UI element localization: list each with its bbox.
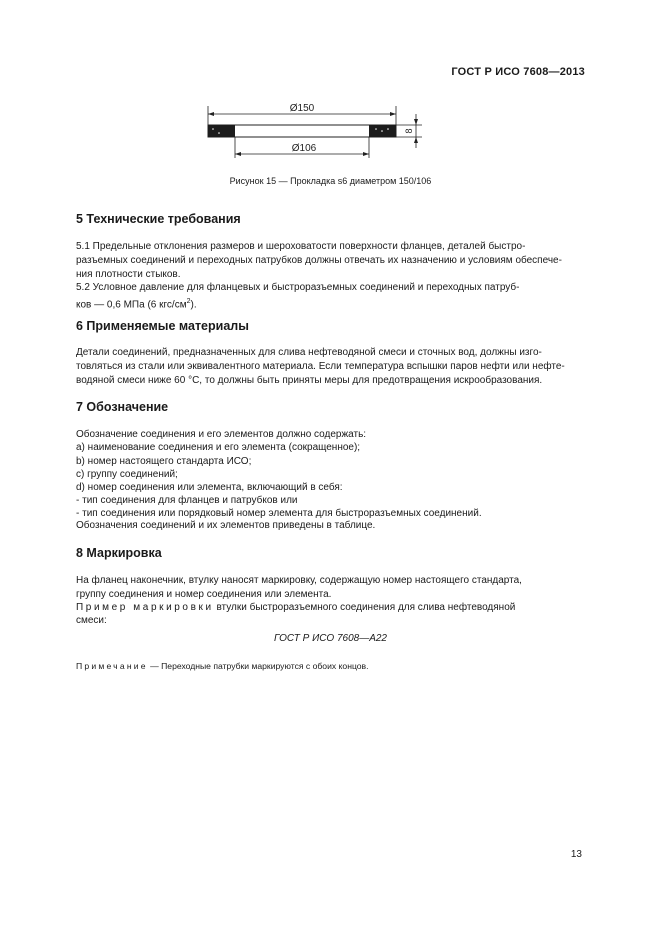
dimension-outer-label: Ø150 — [289, 103, 315, 114]
arrow-left-outer — [208, 112, 214, 116]
section-5-2-line-2: ков — 0,6 МПа (6 кгс/$см^2$). — [76, 298, 197, 311]
section-5-1-line-1: 5.1 Предельные отклонения размеров и шероховатости поверхности фланцев, деталей быстро- — [76, 241, 526, 252]
section-5-1-line-3: ния плотности стыков. — [76, 269, 181, 280]
section-7-title: 7 Обозначение — [76, 400, 169, 414]
page-number: 13 — [570, 849, 582, 860]
document-code-header: ГОСТ Р ИСО 7608—2013 — [451, 66, 585, 78]
section-6-title: 6 Применяемые материалы — [76, 319, 249, 333]
section-7-item-c: с) группу соединений; — [76, 469, 178, 480]
section-7-subitem-1: - тип соединения для фланцев и патрубков или — [76, 495, 298, 506]
section-7-line: Обозначение соединения и его элементов должно содержать: — [76, 429, 367, 440]
section-5-2-line-1: 5.2 Условное давление для фланцевых и быстроразъемных соединений и переходных патруб- — [76, 282, 520, 293]
section-5-1-line-2: разъемных соединений и переходных патрубков должны отвечать их назначению и условиям обеспече- — [76, 255, 562, 266]
section-8-example-line: Пример маркировки втулки быстроразъемного соединения для слива нефтеводяной — [76, 602, 516, 613]
section-7-subitem-2: - тип соединения или порядковый номер элемента для быстроразъемных соединений. — [76, 508, 482, 519]
example-label: Пример маркировки — [76, 602, 214, 613]
dimension-thickness-label: 8 — [404, 128, 414, 134]
section-8-line-2: группу соединения и номер соединения или элемента. — [76, 589, 332, 600]
figure-caption: Рисунок 15 — Прокладка s6 диаметром 150/106 — [229, 176, 432, 186]
section-7-item-b: b) номер настоящего стандарта ИСО; — [76, 456, 252, 467]
dimension-inner-label: Ø106 — [291, 143, 317, 154]
section-7-table-ref: Обозначения соединений и их элементов приведены в таблице. — [76, 520, 376, 531]
section-6-line-2: товляться из стали или эквивалентного материала. Если температура вспышки паров нефти или нефте- — [76, 361, 565, 372]
section-8-line-4: смеси: — [76, 615, 107, 626]
section-7-item-d: d) номер соединения или элемента, включающий в себя: — [76, 482, 343, 493]
section-5-title: 5 Технические требования — [76, 212, 241, 226]
arrow-right-outer — [390, 112, 396, 116]
note: Примечание — Переходные патрубки маркируются с обоих концов. — [76, 661, 369, 671]
gasket-body — [208, 125, 396, 137]
section-6-line-3: водяной смеси ниже 60 °С, то должны быть приняты меры для предотвращения искрообразования. — [76, 375, 543, 386]
section-7-item-a: а) наименование соединения и его элемента (сокращенное); — [76, 442, 361, 453]
marking-designation: ГОСТ Р ИСО 7608—А22 — [274, 633, 387, 644]
note-label: Примечание — [76, 661, 148, 671]
superscript: 2 — [186, 298, 191, 305]
section-8-title: 8 Маркировка — [76, 546, 162, 560]
section-6-line-1: Детали соединений, предназначенных для слива нефтеводяной смеси и сточных вод, должны изго- — [76, 347, 542, 358]
section-8-line-1: На фланец наконечник, втулку наносят маркировку, содержащую номер настоящего стандарта, — [76, 575, 522, 586]
gasket-drawing — [200, 100, 430, 166]
gasket-section-left — [208, 125, 235, 137]
